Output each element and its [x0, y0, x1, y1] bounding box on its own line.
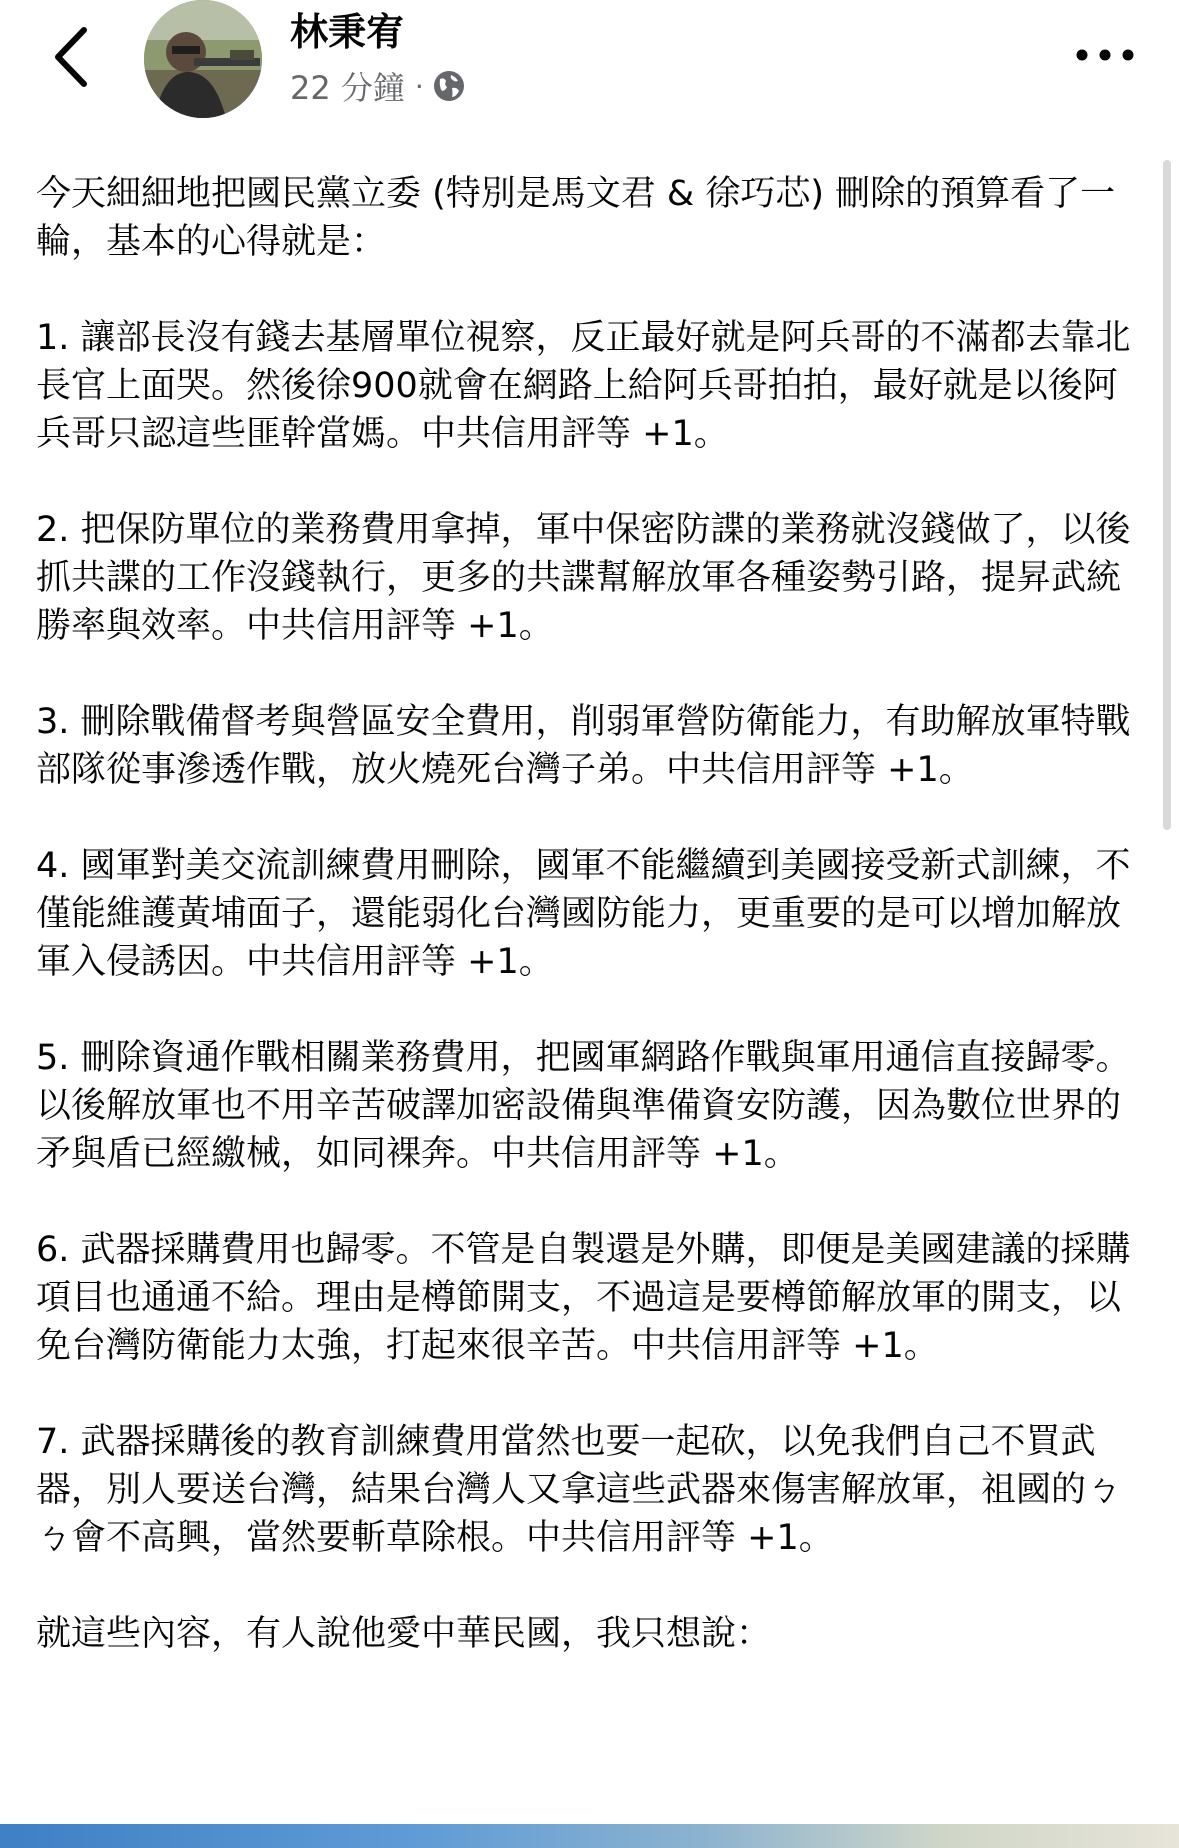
post-paragraph-item-3: 3. 刪除戰備督考與營區安全費用，削弱軍營防衛能力，有助解放軍特戰部隊從事滲透作戰，放火燒死台灣子弟。中共信用評等 +1。 [36, 702, 1131, 790]
post-timestamp[interactable]: 22 分鐘 [290, 69, 405, 107]
post-meta [290, 64, 466, 108]
post-image-preview[interactable] [0, 1824, 1179, 1848]
post-paragraph-item-2: 2. 把保防單位的業務費用拿掉，軍中保密防諜的業務就沒錢做了，以後抓共諜的工作沒錢執行，更多的共諜幫解放軍各種姿勢引路，提昇武統勝率與效率。中共信用評等 +1。 [36, 510, 1131, 646]
scrollbar[interactable] [1163, 160, 1171, 830]
avatar-image [144, 0, 262, 118]
post-text [36, 170, 1146, 1706]
author-name[interactable]: 林秉宥 [290, 10, 405, 54]
chevron-left-icon [44, 22, 104, 92]
back-button[interactable] [44, 22, 104, 92]
avatar[interactable] [144, 0, 262, 118]
post-paragraph-item-4: 4. 國軍對美交流訓練費用刪除，國軍不能繼續到美國接受新式訓練，不僅能維護黃埔面子，還能弱化台灣國防能力，更重要的是可以增加解放軍入侵誘因。中共信用評等 +1。 [36, 846, 1131, 982]
more-horizontal-icon [1070, 30, 1140, 80]
post-paragraph-intro: 今天細細地把國民黨立委 (特別是馬文君 & 徐巧芯) 刪除的預算看了一輪，基本的心得就是： [36, 174, 1116, 262]
post-paragraph-item-7: 7. 武器採購後的教育訓練費用當然也要一起砍，以免我們自己不買武器，別人要送台灣，結果台灣人又拿這些武器來傷害解放軍，祖國的ㄅㄅ會不高興，當然要斬草除根。中共信用評等 +1。 [36, 1422, 1122, 1558]
post-paragraph-closing: 就這些內容，有人說他愛中華民國，我只想說： [36, 1614, 772, 1654]
post-header [0, 0, 1179, 140]
more-options-button[interactable] [1070, 30, 1140, 80]
post-paragraph-item-6: 6. 武器採購費用也歸零。不管是自製還是外購，即便是美國建議的採購項目也通通不給。理由是樽節開支，不過這是要樽節解放軍的開支，以免台灣防衛能力太強，打起來很辛苦。中共信用評等 +1。 [36, 1230, 1131, 1366]
post-paragraph-item-1: 1. 讓部長沒有錢去基層單位視察，反正最好就是阿兵哥的不滿都去靠北長官上面哭。然後徐900就會在網路上給阿兵哥拍拍，最好就是以後阿兵哥只認這些匪幹當媽。中共信用評等 +1。 [36, 318, 1131, 454]
post-paragraph-item-5: 5. 刪除資通作戰相關業務費用，把國軍網路作戰與軍用通信直接歸零。以後解放軍也不用辛苦破譯加密設備與準備資安防護，因為數位世界的矛與盾已經繳械，如同裸奔。中共信用評等 +1。 [36, 1038, 1131, 1174]
meta-separator: · [414, 69, 424, 103]
globe-icon[interactable] [432, 69, 466, 103]
